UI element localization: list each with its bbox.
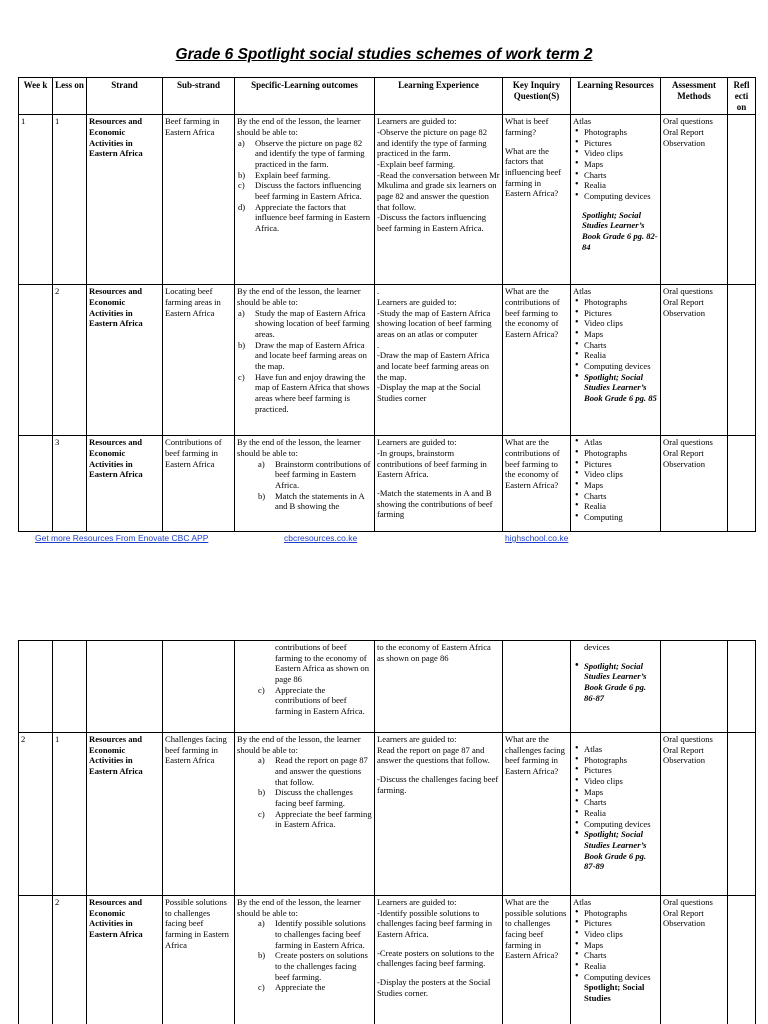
- resource-item: • Realia: [584, 350, 658, 361]
- resource-item: • Computing devices: [584, 191, 658, 202]
- textbook-reference: • Spotlight; Social Studies Learner’s Book Grade 6 pg. 86-87: [584, 661, 658, 704]
- outcomes-cell: [235, 641, 375, 733]
- assessment-item: Observation: [663, 755, 706, 766]
- header-week: Wee k: [19, 78, 53, 115]
- experience-line: -Match the statements in A and B showing the contributions of beef farming: [377, 488, 493, 520]
- assessment-cell: [661, 285, 728, 436]
- resources-list: [573, 908, 658, 983]
- outcomes-cell: [235, 733, 375, 896]
- page-footer: [0, 533, 768, 547]
- header-reflection: Refl ecti on: [728, 78, 756, 115]
- outcome-text: Explain beef farming.: [255, 169, 331, 180]
- outcome-marker: a): [238, 137, 245, 148]
- resource-item: • Photographs: [584, 755, 658, 766]
- outcome-marker: a): [258, 755, 265, 766]
- assessment-cell: [661, 896, 728, 1024]
- outcomes-list: [237, 685, 372, 717]
- lesson-cell: 2: [53, 285, 87, 436]
- experience-line: -Identify possible solutions to challenges facing beef farming in Eastern Africa.: [377, 907, 493, 939]
- resource-item: • Charts: [584, 170, 658, 181]
- outcome-marker: b): [238, 169, 246, 180]
- outcome-text: Appreciate the factors that influence beef farming in Eastern Africa.: [255, 201, 371, 233]
- outcome-item: [258, 982, 372, 993]
- header-inquiry: Key Inquiry Question(S): [503, 78, 571, 115]
- outcome-text: Observe the picture on page 82 and identify the type of farming practiced in the farm.: [255, 137, 365, 170]
- assessment-cell: [661, 436, 728, 532]
- assessment-item: Observation: [663, 137, 706, 148]
- substrand-cell: Possible solutions to challenges facing beef farming in Eastern Africa: [163, 896, 235, 1024]
- resources-list: [573, 744, 658, 872]
- inquiry-cell: [503, 436, 571, 532]
- substrand-cell: Beef farming in Eastern Africa: [163, 115, 235, 285]
- assessment-item: Oral questions: [663, 734, 713, 744]
- experience-line: -In groups, brainstorm contributions of beef farming in Eastern Africa.: [377, 448, 487, 480]
- outcome-marker: c): [258, 808, 265, 819]
- resource-item: • Pictures: [584, 918, 658, 929]
- resource-item: • Maps: [584, 940, 658, 951]
- experience-line: -Explain beef farming.: [377, 159, 456, 170]
- header-experience: Learning Experience: [375, 78, 503, 115]
- resource-item: • Video clips: [584, 469, 658, 480]
- resource-item: • Maps: [584, 787, 658, 798]
- outcome-marker: c): [238, 180, 245, 191]
- resource-item: • Video clips: [584, 929, 658, 940]
- experience-line: -Observe the picture on page 82 and identify the type of farming practiced in the farm.: [377, 127, 488, 159]
- header-outcomes: Specific-Learning outcomes: [235, 78, 375, 115]
- table-row: [19, 733, 756, 896]
- experience-cell: [375, 285, 503, 436]
- outcome-item: [238, 339, 372, 372]
- experience-cell: [375, 641, 503, 733]
- outcome-marker: b): [258, 787, 266, 798]
- outcome-item: [238, 137, 372, 170]
- experience-line: -Read the conversation between Mr Mkulima and grade six learners on page 82 and answer the question that follow.: [377, 169, 500, 212]
- inquiry-question: What are the contributions of beef farming to the economy of Eastern Africa?: [505, 286, 560, 340]
- outcome-item: [238, 307, 372, 340]
- inquiry-question: What are the possible solutions to challenges facing beef farming in Eastern Africa?: [505, 897, 567, 961]
- textbook-reference: Spotlight; Social Studies: [584, 982, 645, 1003]
- experience-line: .: [377, 339, 380, 350]
- header-lesson: Less on: [53, 78, 87, 115]
- experience-line: -Create posters on solutions to the challenges facing beef farming.: [377, 947, 495, 969]
- inquiry-cell: [503, 115, 571, 285]
- resource-item: • Realia: [584, 180, 658, 191]
- footer-link-cbcresources[interactable]: cbcresources.co.ke: [284, 533, 358, 543]
- assessment-item: Oral Report: [663, 448, 704, 459]
- experience-line: to the economy of Eastern Africa as shown on page 86: [377, 642, 491, 663]
- resource-item: • Pictures: [584, 459, 658, 470]
- assessment-item: Oral questions: [663, 437, 713, 448]
- outcomes-intro: By the end of the lesson, the learner should be able to:: [237, 116, 361, 138]
- resources-list: [573, 127, 658, 202]
- assessment-item: Observation: [663, 918, 706, 929]
- outcome-text: Identify possible solutions to challenges facing beef farming in Eastern Africa.: [275, 918, 366, 950]
- inquiry-question: What is beef farming?: [505, 116, 549, 138]
- resource-item: • Maps: [584, 329, 658, 340]
- outcome-item: [258, 950, 372, 982]
- resources-cell: [571, 436, 661, 532]
- inquiry-cell: [503, 641, 571, 733]
- experience-cell: [375, 436, 503, 532]
- outcome-text: Study the map of Eastern Africa showing location of beef farming areas.: [255, 307, 370, 340]
- resource-item: • Video clips: [584, 148, 658, 159]
- outcome-text: Match the statements in A and B showing the: [275, 490, 365, 512]
- experience-line: Learners are guided to:: [377, 437, 457, 448]
- header-strand: Strand: [87, 78, 163, 115]
- experience-cell: [375, 115, 503, 285]
- reflection-cell: [728, 436, 756, 532]
- substrand-cell: Challenges facing beef farming in Eastern Africa: [163, 733, 235, 896]
- outcome-text: Appreciate the contributions of beef farming in Eastern Africa.: [275, 684, 365, 716]
- scheme-table-page-2: [18, 640, 756, 1024]
- lesson-cell: 3: [53, 436, 87, 532]
- strand-cell: Resources and Economic Activities in Eastern Africa: [87, 436, 163, 532]
- outcome-item: [238, 201, 372, 234]
- outcome-item: [238, 169, 372, 181]
- outcome-item: [238, 180, 372, 201]
- week-cell: [19, 285, 53, 436]
- outcome-marker: a): [258, 458, 265, 469]
- resource-heading: Atlas: [573, 116, 592, 127]
- experience-line: .: [377, 286, 380, 297]
- resource-item: • Computing devices: [584, 361, 658, 372]
- assessment-item: Oral questions: [663, 286, 713, 297]
- outcome-marker: a): [238, 307, 245, 318]
- outcome-text: Discuss the factors influencing beef farming in Eastern Africa.: [255, 180, 362, 201]
- outcomes-intro: By the end of the lesson, the learner should be able to:: [237, 734, 361, 755]
- header-resources: Learning Resources: [571, 78, 661, 115]
- resource-item: • Spotlight; Social Studies Learner’s Book Grade 6 pg. 85: [584, 372, 658, 404]
- assessment-cell: [661, 115, 728, 285]
- strand-cell: [87, 641, 163, 733]
- outcome-marker: b): [258, 950, 266, 961]
- experience-line: -Discuss the challenges facing beef farming.: [377, 773, 499, 795]
- strand-cell: Resources and Economic Activities in Eastern Africa: [87, 896, 163, 1024]
- inquiry-cell: [503, 896, 571, 1024]
- resource-item: • Pictures: [584, 138, 658, 149]
- resource-item: • Maps: [584, 480, 658, 491]
- assessment-item: Oral Report: [663, 127, 704, 138]
- outcomes-cell: [235, 896, 375, 1024]
- experience-line: Read the report on page 87 and answer the questions that follow.: [377, 744, 490, 766]
- table-row: [19, 436, 756, 532]
- experience-line: -Study the map of Eastern Africa showing location of beef farming areas on an atlas or computer: [377, 307, 492, 340]
- outcome-text: Appreciate the beef farming in Eastern Africa.: [275, 808, 372, 830]
- table-row: [19, 285, 756, 436]
- experience-line: Learners are guided to:: [377, 116, 457, 127]
- assessment-item: Oral questions: [663, 116, 713, 127]
- resource-item: • Photographs: [584, 448, 658, 459]
- experience-line: Learners are guided to:: [377, 897, 457, 907]
- outcome-text: Appreciate the: [275, 982, 326, 993]
- strand-cell: Resources and Economic Activities in Eastern Africa: [87, 115, 163, 285]
- outcomes-list: [237, 308, 372, 415]
- inquiry-cell: [503, 733, 571, 896]
- reflection-cell: [728, 285, 756, 436]
- reflection-cell: [728, 641, 756, 733]
- resources-list: [573, 437, 658, 522]
- resource-item: • Charts: [584, 950, 658, 961]
- table-row-continuation: [19, 641, 756, 733]
- reflection-cell: [728, 733, 756, 896]
- experience-line: Learners are guided to:: [377, 734, 457, 744]
- outcomes-intro: By the end of the lesson, the learner should be able to:: [237, 437, 361, 459]
- header-assessment: Assessment Methods: [661, 78, 728, 115]
- textbook-reference: • Spotlight; Social Studies Learner’s Book Grade 6 pg. 87-89: [584, 829, 658, 872]
- resources-cell: [571, 896, 661, 1024]
- outcome-item: [238, 371, 372, 415]
- assessment-item: Oral Report: [663, 744, 704, 755]
- assessment-cell: [661, 641, 728, 733]
- outcomes-list: [237, 755, 372, 830]
- outcome-marker: c): [258, 982, 265, 993]
- experience-line: -Draw the map of Eastern Africa and locate beef farming areas on the map.: [377, 350, 490, 382]
- resource-item: • Photographs: [584, 127, 658, 138]
- outcome-text: Have fun and enjoy drawing the map of Eastern Africa that shows areas where beef farming is practiced.: [255, 371, 370, 414]
- week-cell: 1: [19, 115, 53, 285]
- outcome-item: [258, 808, 372, 830]
- outcome-marker: d): [238, 201, 246, 212]
- resource-item: • Realia: [584, 961, 658, 972]
- week-cell: 2: [19, 733, 53, 896]
- substrand-cell: Contributions of beef farming in Eastern Africa: [163, 436, 235, 532]
- outcome-text: Create posters on solutions to the challenges facing beef farming.: [275, 950, 368, 982]
- experience-cell: [375, 896, 503, 1024]
- textbook-reference: Spotlight; Social Studies Learner’s Book Grade 6 pg. 82-84: [582, 209, 658, 252]
- outcome-text: Read the report on page 87 and answer the questions that follow.: [275, 755, 368, 787]
- outcomes-list: [237, 138, 372, 234]
- outcome-text: Draw the map of Eastern Africa and locate beef farming areas on the map.: [255, 339, 367, 371]
- resource-item: • Pictures: [584, 765, 658, 776]
- outcomes-cell: [235, 115, 375, 285]
- resource-item: • Atlas: [584, 437, 658, 448]
- lesson-cell: 1: [53, 115, 87, 285]
- resource-item: • Computing: [584, 512, 658, 523]
- experience-line: -Display the posters at the Social Studies corner.: [377, 976, 491, 998]
- resources-list: [573, 297, 658, 404]
- outcome-item: [258, 684, 372, 717]
- resource-item: • Realia: [584, 808, 658, 819]
- header-substrand: Sub-strand: [163, 78, 235, 115]
- assessment-item: Observation: [663, 458, 706, 469]
- outcomes-list: [237, 459, 372, 512]
- outcome-marker: b): [258, 490, 266, 501]
- resource-item: • Charts: [584, 797, 658, 808]
- resource-continuation: devices: [584, 642, 610, 652]
- resources-cell: [571, 641, 661, 733]
- inquiry-cell: [503, 285, 571, 436]
- outcomes-cell: [235, 285, 375, 436]
- lesson-cell: 1: [53, 733, 87, 896]
- outcome-text: Discuss the challenges facing beef farming.: [275, 787, 353, 808]
- outcomes-list: [237, 918, 372, 993]
- outcome-continuation: contributions of beef farming to the economy of Eastern Africa as shown on page 86: [275, 642, 370, 684]
- outcome-item: [258, 458, 372, 491]
- reflection-cell: [728, 115, 756, 285]
- outcome-marker: b): [238, 339, 246, 350]
- reflection-cell: [728, 896, 756, 1024]
- table-header-row: [19, 78, 756, 115]
- assessment-cell: [661, 733, 728, 896]
- outcome-item: [258, 787, 372, 808]
- substrand-cell: Locating beef farming areas in Eastern Africa: [163, 285, 235, 436]
- resource-item: • Photographs: [584, 297, 658, 308]
- resource-item: • Charts: [584, 491, 658, 502]
- table-row: [19, 896, 756, 1024]
- substrand-cell: [163, 641, 235, 733]
- strand-cell: Resources and Economic Activities in Eastern Africa: [87, 733, 163, 896]
- resource-heading: Atlas: [573, 897, 592, 907]
- outcome-item: [258, 918, 372, 950]
- outcomes-intro: By the end of the lesson, the learner should be able to:: [237, 286, 361, 308]
- assessment-item: Oral Report: [663, 297, 704, 308]
- outcome-item: [258, 490, 372, 512]
- lesson-cell: [53, 641, 87, 733]
- experience-cell: [375, 733, 503, 896]
- experience-line: -Display the map at the Social Studies corner: [377, 382, 481, 403]
- outcome-item: [258, 755, 372, 787]
- resources-cell: [571, 733, 661, 896]
- resource-item: • Charts: [584, 340, 658, 351]
- resource-item: • Atlas: [584, 744, 658, 755]
- experience-line: Learners are guided to:: [377, 297, 457, 308]
- resource-item: • Pictures: [584, 308, 658, 319]
- resource-item: • Maps: [584, 159, 658, 170]
- outcomes-cell: [235, 436, 375, 532]
- inquiry-question: What are the challenges facing beef farming in Eastern Africa?: [505, 734, 565, 776]
- resources-list: [573, 661, 658, 704]
- week-cell: [19, 896, 53, 1024]
- week-cell: [19, 641, 53, 733]
- resources-cell: [571, 285, 661, 436]
- footer-link-enovate[interactable]: Get more Resources From Enovate CBC APP: [35, 533, 209, 543]
- strand-cell: Resources and Economic Activities in Eastern Africa: [87, 285, 163, 436]
- outcome-marker: c): [258, 684, 265, 695]
- scheme-table-page-1: [18, 77, 756, 532]
- assessment-item: Observation: [663, 307, 706, 318]
- footer-link-highschool[interactable]: highschool.co.ke: [505, 533, 569, 543]
- assessment-item: Oral questions: [663, 897, 713, 907]
- outcomes-intro: By the end of the lesson, the learner should be able to:: [237, 897, 361, 918]
- week-cell: [19, 436, 53, 532]
- outcome-marker: a): [258, 918, 265, 929]
- outcome-text: Brainstorm contributions of beef farming in Eastern Africa.: [275, 458, 371, 491]
- inquiry-question: What are the contributions of beef farming to the economy of Eastern Africa?: [505, 437, 560, 491]
- inquiry-question: What are the factors that influencing beef farming in Eastern Africa?: [505, 145, 562, 199]
- resources-cell: [571, 115, 661, 285]
- resource-item: • Video clips: [584, 318, 658, 329]
- resource-item: • Computing devices: [584, 972, 658, 983]
- table-row: [19, 115, 756, 285]
- resource-item: • Photographs: [584, 908, 658, 919]
- resource-item: • Computing devices: [584, 819, 658, 830]
- experience-line: -Discuss the factors influencing beef farming in Eastern Africa.: [377, 212, 487, 233]
- document-title: Grade 6 Spotlight social studies schemes of work term 2: [175, 46, 593, 63]
- lesson-cell: 2: [53, 896, 87, 1024]
- assessment-item: Oral Report: [663, 907, 704, 918]
- resource-item: • Realia: [584, 501, 658, 512]
- resource-item: • Video clips: [584, 776, 658, 787]
- resource-heading: Atlas: [573, 286, 592, 297]
- outcome-marker: c): [238, 371, 245, 382]
